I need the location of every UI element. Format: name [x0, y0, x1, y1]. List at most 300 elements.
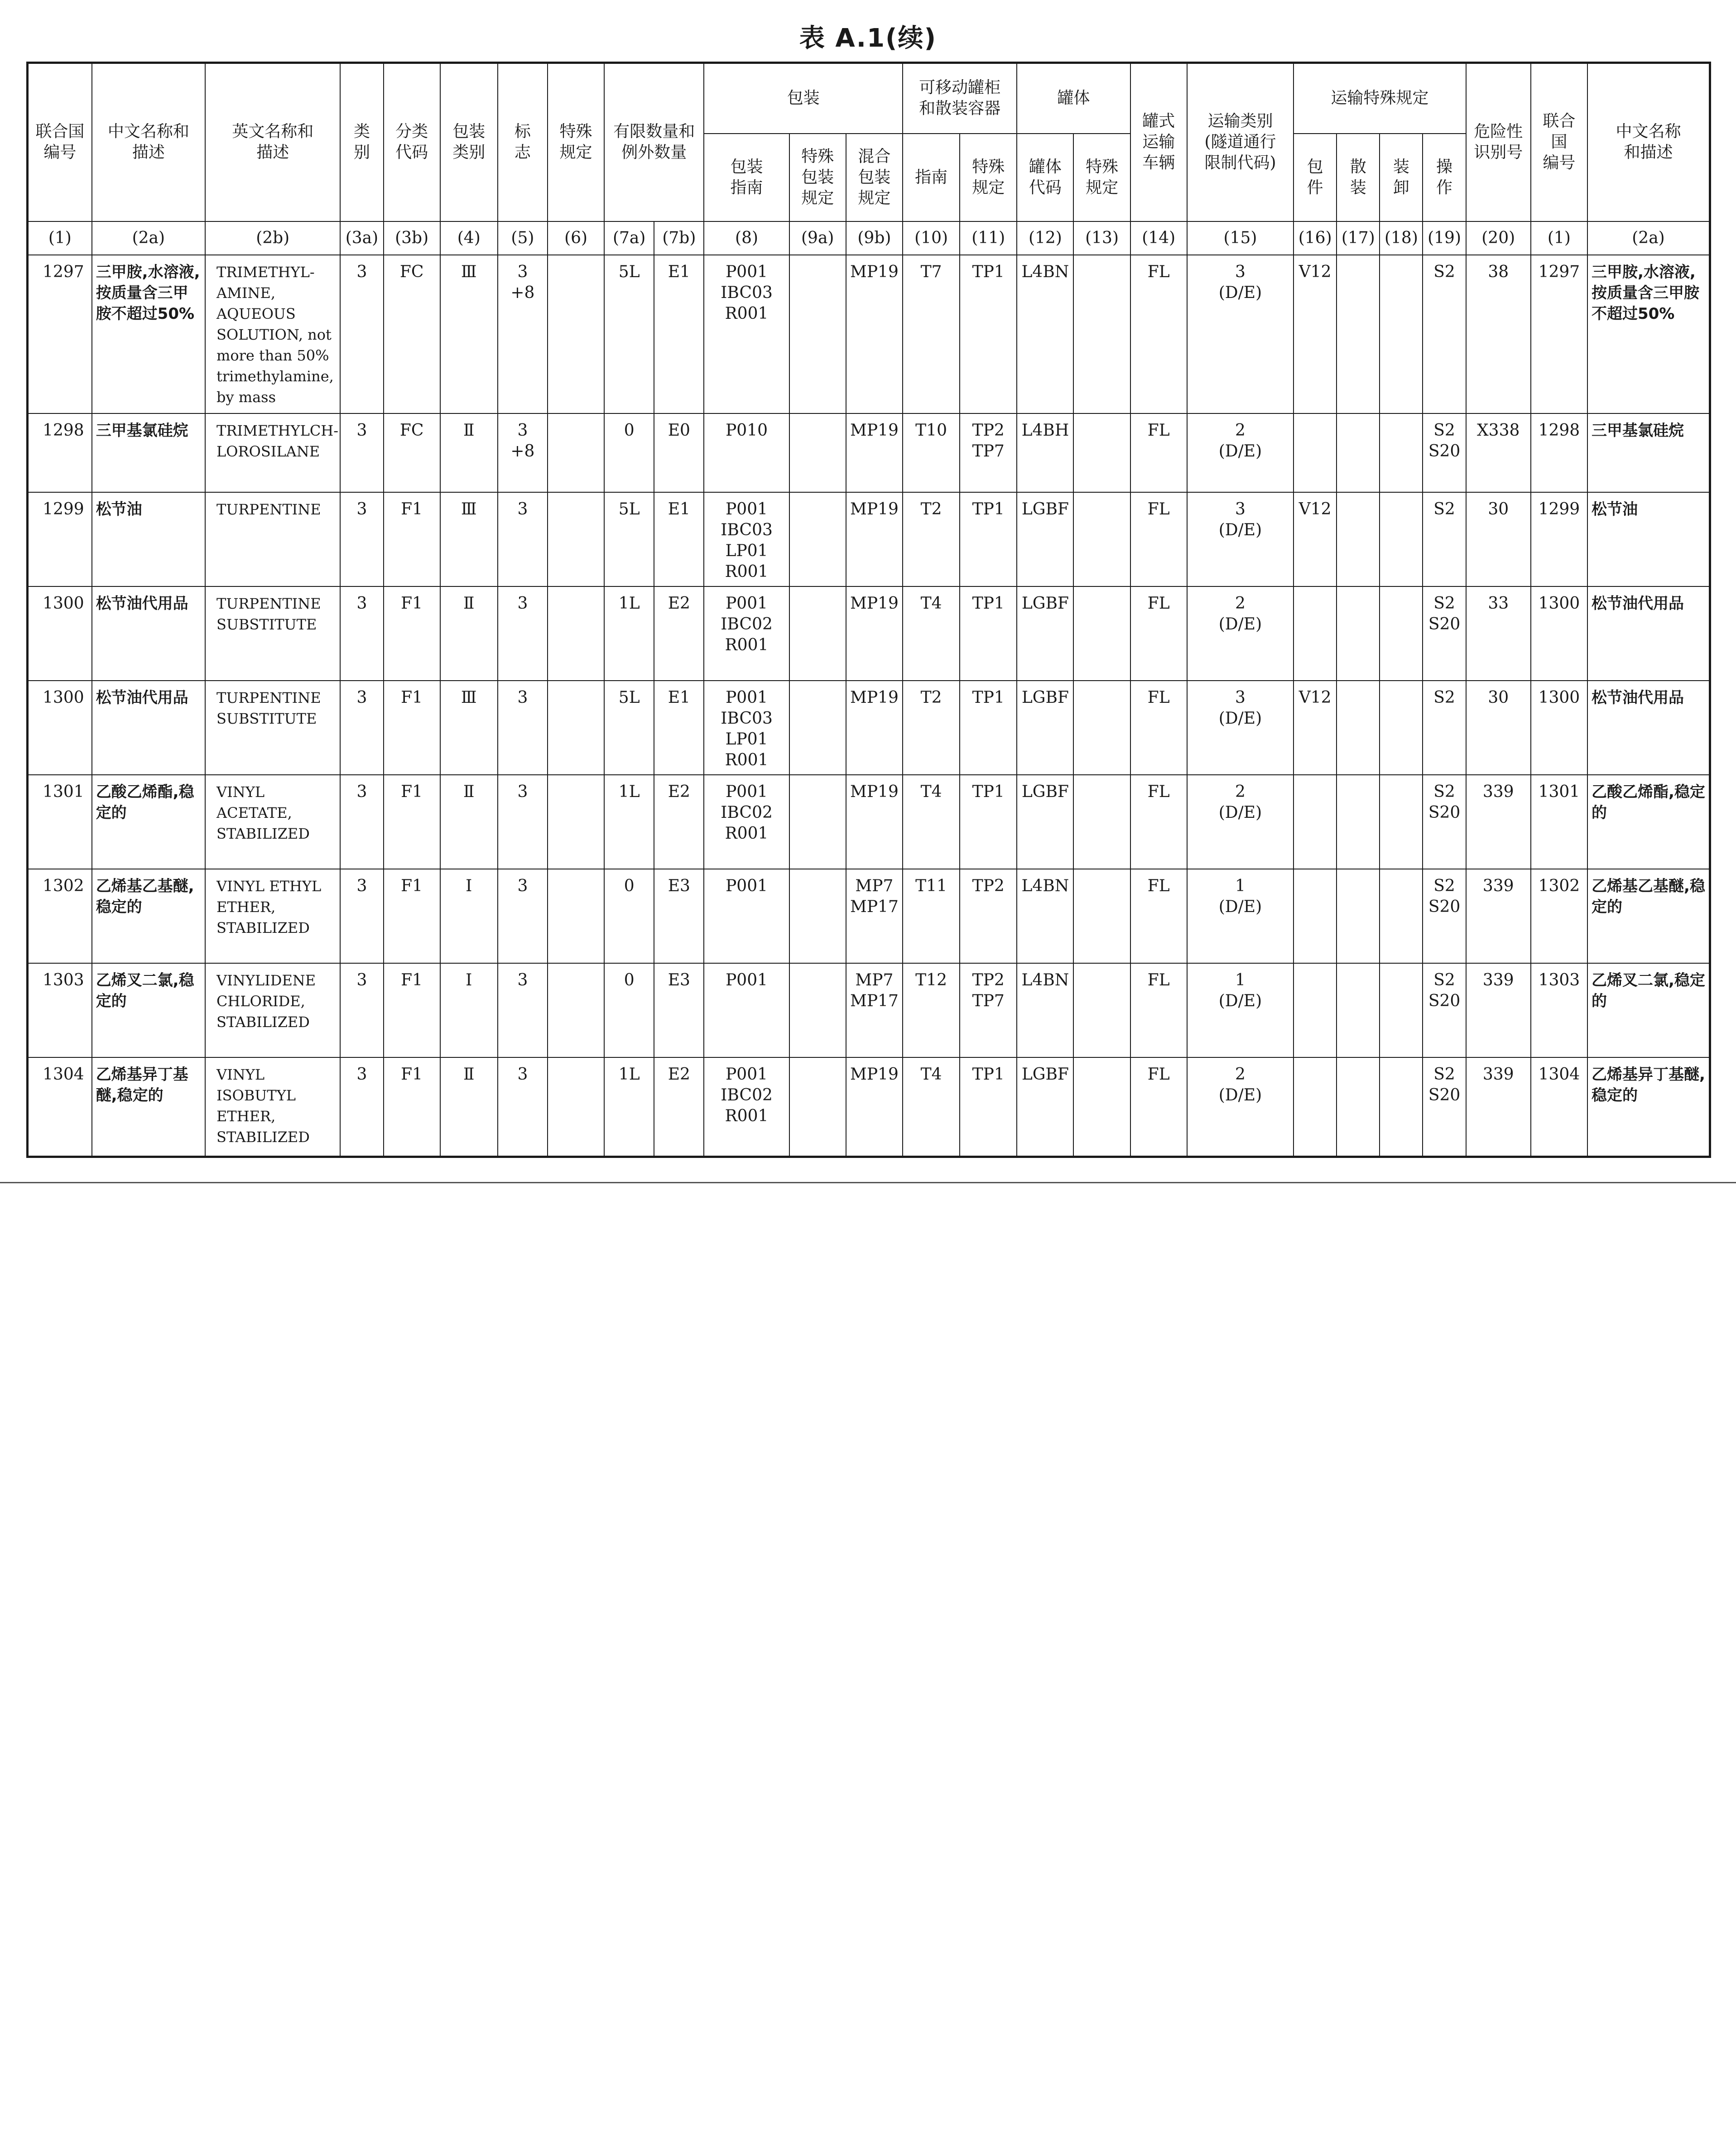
cell-label: 3 [498, 775, 548, 869]
cell-cls: 3 [340, 775, 383, 869]
cell-en: TRIMETHYL- AMINE, AQUEOUS SOLUTION, not more than 50% trimethylamine, by mass [205, 255, 340, 413]
header-hazard-id: 危险性 识别号 [1466, 63, 1531, 221]
cell-pi: P001 IBC03 LP01 R001 [704, 492, 789, 586]
cell-sp [548, 1057, 604, 1157]
cell-tsp2 [1073, 775, 1130, 869]
cell-op: S2 S20 [1423, 413, 1466, 492]
column-number: (5) [498, 221, 548, 255]
cell-pi: P001 [704, 963, 789, 1057]
column-number: (16) [1294, 221, 1337, 255]
header-un-number-right: 联合国 编号 [1531, 63, 1587, 221]
cell-en: TURPENTINE SUBSTITUTE [205, 681, 340, 775]
cell-tsp: TP1 [960, 1057, 1017, 1157]
column-number: (3b) [384, 221, 440, 255]
cell-tc: LGBF [1017, 1057, 1073, 1157]
column-number: (20) [1466, 221, 1531, 255]
cell-spp [789, 681, 846, 775]
cell-veh: FL [1130, 775, 1187, 869]
cell-eq: E2 [654, 775, 704, 869]
cell-un2: 1300 [1531, 586, 1587, 681]
cell-label: 3 +8 [498, 255, 548, 413]
header-labels: 标 志 [498, 63, 548, 221]
cell-zh: 乙烯叉二氯,稳定的 [92, 963, 205, 1057]
cell-un: 1298 [28, 413, 92, 492]
column-number: (15) [1187, 221, 1294, 255]
cell-label: 3 [498, 963, 548, 1057]
table-row [28, 255, 1710, 413]
cell-zh: 松节油代用品 [92, 681, 205, 775]
cell-sp [548, 681, 604, 775]
cell-mp: MP19 [846, 255, 903, 413]
cell-mp: MP7 MP17 [846, 869, 903, 963]
cell-cls: 3 [340, 492, 383, 586]
cell-un: 1300 [28, 586, 92, 681]
table-row [28, 413, 1710, 492]
cell-sp [548, 255, 604, 413]
cell-zh2: 松节油代用品 [1587, 586, 1710, 681]
page-bottom-rule [0, 1182, 1736, 1183]
column-number: (9b) [846, 221, 903, 255]
column-number: (2b) [205, 221, 340, 255]
cell-op: S2 S20 [1423, 1057, 1466, 1157]
cell-tsp: TP2 [960, 869, 1017, 963]
table-row [28, 681, 1710, 775]
cell-en: TURPENTINE SUBSTITUTE [205, 586, 340, 681]
cell-label: 3 [498, 681, 548, 775]
cell-code: F1 [384, 586, 440, 681]
cell-bulk [1337, 255, 1380, 413]
header-packages: 包 件 [1294, 134, 1337, 221]
cell-spp [789, 1057, 846, 1157]
header-un-number: 联合国 编号 [28, 63, 92, 221]
cell-eq: E3 [654, 869, 704, 963]
cell-load [1380, 869, 1423, 963]
table-body [28, 255, 1710, 1157]
cell-zh: 乙烯基乙基醚,稳定的 [92, 869, 205, 963]
cell-pkg: V12 [1294, 255, 1337, 413]
cell-spp [789, 492, 846, 586]
cell-mp: MP19 [846, 775, 903, 869]
cell-un: 1303 [28, 963, 92, 1057]
table-row [28, 869, 1710, 963]
cell-sp [548, 869, 604, 963]
cell-hin: 339 [1466, 963, 1531, 1057]
cell-lq: 5L [604, 681, 654, 775]
cell-cls: 3 [340, 255, 383, 413]
header-tank-instructions: 指南 [903, 134, 960, 221]
column-number: (10) [903, 221, 960, 255]
table-row [28, 492, 1710, 586]
cell-bulk [1337, 681, 1380, 775]
cell-pi: P001 IBC03 R001 [704, 255, 789, 413]
cell-pkg [1294, 869, 1337, 963]
cell-bulk [1337, 775, 1380, 869]
cell-tsp2 [1073, 586, 1130, 681]
cell-load [1380, 492, 1423, 586]
cell-load [1380, 681, 1423, 775]
cell-zh: 三甲胺,水溶液,按质量含三甲胺不超过50% [92, 255, 205, 413]
cell-label: 3 [498, 869, 548, 963]
cell-tsp2 [1073, 413, 1130, 492]
cell-un: 1297 [28, 255, 92, 413]
cell-tcat: 3 (D/E) [1187, 492, 1294, 586]
page-title: 表 A.1(续) [799, 24, 937, 53]
cell-pg: Ⅰ [440, 869, 498, 963]
cell-bulk [1337, 869, 1380, 963]
header-classification-code: 分类 代码 [384, 63, 440, 221]
header-tank-special: 特殊 规定 [960, 134, 1017, 221]
column-number: (7a) [604, 221, 654, 255]
cell-tsp2 [1073, 681, 1130, 775]
cell-pkg: V12 [1294, 681, 1337, 775]
cell-un2: 1298 [1531, 413, 1587, 492]
cell-pg: Ⅱ [440, 586, 498, 681]
header-name-zh-right: 中文名称 和描述 [1587, 63, 1710, 221]
cell-tc: L4BN [1017, 869, 1073, 963]
cell-bulk [1337, 1057, 1380, 1157]
cell-op: S2 S20 [1423, 586, 1466, 681]
cell-tc: LGBF [1017, 681, 1073, 775]
cell-ti: T2 [903, 492, 960, 586]
cell-code: F1 [384, 492, 440, 586]
cell-eq: E3 [654, 963, 704, 1057]
cell-tcat: 2 (D/E) [1187, 413, 1294, 492]
cell-spp [789, 413, 846, 492]
cell-label: 3 +8 [498, 413, 548, 492]
header-tank-vehicle: 罐式 运输 车辆 [1130, 63, 1187, 221]
cell-pg: Ⅱ [440, 1057, 498, 1157]
cell-sp [548, 775, 604, 869]
cell-pg: Ⅱ [440, 413, 498, 492]
header-packing-instructions: 包装 指南 [704, 134, 789, 221]
cell-zh2: 松节油 [1587, 492, 1710, 586]
cell-un: 1299 [28, 492, 92, 586]
cell-ti: T4 [903, 775, 960, 869]
cell-tsp: TP2 TP7 [960, 413, 1017, 492]
cell-tsp: TP1 [960, 681, 1017, 775]
cell-cls: 3 [340, 963, 383, 1057]
cell-cls: 3 [340, 681, 383, 775]
cell-tsp2 [1073, 869, 1130, 963]
cell-code: F1 [384, 963, 440, 1057]
cell-un: 1302 [28, 869, 92, 963]
header-portable-tanks: 可移动罐柜 和散装容器 [903, 63, 1017, 134]
cell-eq: E0 [654, 413, 704, 492]
cell-veh: FL [1130, 586, 1187, 681]
header-bulk: 散 装 [1337, 134, 1380, 221]
cell-eq: E1 [654, 681, 704, 775]
cell-lq: 5L [604, 492, 654, 586]
column-number: (11) [960, 221, 1017, 255]
cell-tsp2 [1073, 1057, 1130, 1157]
cell-sp [548, 586, 604, 681]
cell-lq: 1L [604, 775, 654, 869]
cell-cls: 3 [340, 586, 383, 681]
cell-load [1380, 586, 1423, 681]
table-row [28, 963, 1710, 1057]
header-tank-special-2: 特殊 规定 [1073, 134, 1130, 221]
cell-zh2: 乙烯基异丁基醚,稳定的 [1587, 1057, 1710, 1157]
cell-veh: FL [1130, 413, 1187, 492]
cell-lq: 1L [604, 586, 654, 681]
cell-un2: 1297 [1531, 255, 1587, 413]
cell-en: VINYL ETHYL ETHER, STABILIZED [205, 869, 340, 963]
cell-un2: 1304 [1531, 1057, 1587, 1157]
cell-spp [789, 586, 846, 681]
header-name-en: 英文名称和 描述 [205, 63, 340, 221]
cell-tc: L4BH [1017, 413, 1073, 492]
cell-zh2: 乙烯基乙基醚,稳定的 [1587, 869, 1710, 963]
cell-pg: Ⅲ [440, 681, 498, 775]
cell-cls: 3 [340, 413, 383, 492]
cell-mp: MP19 [846, 681, 903, 775]
cell-code: F1 [384, 775, 440, 869]
cell-tcat: 1 (D/E) [1187, 869, 1294, 963]
cell-lq: 0 [604, 963, 654, 1057]
column-number: (3a) [340, 221, 383, 255]
cell-load [1380, 413, 1423, 492]
cell-un: 1301 [28, 775, 92, 869]
cell-zh: 乙烯基异丁基醚,稳定的 [92, 1057, 205, 1157]
cell-tc: L4BN [1017, 963, 1073, 1057]
cell-pg: Ⅲ [440, 255, 498, 413]
column-number: (18) [1380, 221, 1423, 255]
cell-zh: 松节油 [92, 492, 205, 586]
cell-veh: FL [1130, 869, 1187, 963]
cell-op: S2 [1423, 681, 1466, 775]
cell-en: VINYL ISOBUTYL ETHER, STABILIZED [205, 1057, 340, 1157]
cell-lq: 0 [604, 413, 654, 492]
header-limited-excepted-quantities: 有限数量和 例外数量 [604, 63, 704, 221]
header-loading: 装 卸 [1380, 134, 1423, 221]
cell-mp: MP7 MP17 [846, 963, 903, 1057]
cell-zh2: 松节油代用品 [1587, 681, 1710, 775]
cell-zh: 三甲基氯硅烷 [92, 413, 205, 492]
cell-eq: E1 [654, 492, 704, 586]
cell-ti: T7 [903, 255, 960, 413]
cell-label: 3 [498, 1057, 548, 1157]
cell-load [1380, 255, 1423, 413]
cell-ti: T4 [903, 586, 960, 681]
cell-ti: T2 [903, 681, 960, 775]
cell-lq: 0 [604, 869, 654, 963]
header-packaging: 包装 [704, 63, 903, 134]
cell-spp [789, 255, 846, 413]
table-row [28, 1057, 1710, 1157]
cell-tc: LGBF [1017, 492, 1073, 586]
cell-pg: Ⅲ [440, 492, 498, 586]
cell-zh2: 三甲胺,水溶液,按质量含三甲胺不超过50% [1587, 255, 1710, 413]
cell-pkg [1294, 586, 1337, 681]
column-number: (9a) [789, 221, 846, 255]
cell-pkg [1294, 963, 1337, 1057]
cell-tsp: TP1 [960, 775, 1017, 869]
cell-pg: Ⅱ [440, 775, 498, 869]
column-number: (13) [1073, 221, 1130, 255]
cell-en: VINYL ACETATE, STABILIZED [205, 775, 340, 869]
cell-lq: 5L [604, 255, 654, 413]
dangerous-goods-table [26, 62, 1711, 1158]
cell-op: S2 [1423, 492, 1466, 586]
cell-bulk [1337, 963, 1380, 1057]
column-number: (12) [1017, 221, 1073, 255]
header-transport-category: 运输类别 (隧道通行 限制代码) [1187, 63, 1294, 221]
cell-mp: MP19 [846, 586, 903, 681]
cell-hin: X338 [1466, 413, 1531, 492]
cell-pi: P001 IBC02 R001 [704, 1057, 789, 1157]
cell-hin: 339 [1466, 1057, 1531, 1157]
cell-en: TURPENTINE [205, 492, 340, 586]
cell-bulk [1337, 492, 1380, 586]
cell-veh: FL [1130, 681, 1187, 775]
cell-tcat: 1 (D/E) [1187, 963, 1294, 1057]
cell-op: S2 [1423, 255, 1466, 413]
column-number: (2a) [92, 221, 205, 255]
cell-eq: E1 [654, 255, 704, 413]
cell-hin: 30 [1466, 681, 1531, 775]
header-special-provisions: 特殊 规定 [548, 63, 604, 221]
cell-tcat: 3 (D/E) [1187, 681, 1294, 775]
header-packing-group: 包装 类别 [440, 63, 498, 221]
cell-ti: T12 [903, 963, 960, 1057]
column-number-row [28, 221, 1710, 255]
cell-un2: 1299 [1531, 492, 1587, 586]
cell-hin: 33 [1466, 586, 1531, 681]
cell-tsp2 [1073, 963, 1130, 1057]
header-special-transport-provisions: 运输特殊规定 [1294, 63, 1466, 134]
cell-tsp: TP1 [960, 586, 1017, 681]
column-number: (1) [28, 221, 92, 255]
cell-tsp2 [1073, 255, 1130, 413]
cell-tsp2 [1073, 492, 1130, 586]
table-row [28, 775, 1710, 869]
header-mixed-packing: 混合 包装 规定 [846, 134, 903, 221]
cell-eq: E2 [654, 586, 704, 681]
cell-bulk [1337, 586, 1380, 681]
column-number: (7b) [654, 221, 704, 255]
header-class: 类 别 [340, 63, 383, 221]
column-number: (14) [1130, 221, 1187, 255]
cell-tsp: TP1 [960, 255, 1017, 413]
cell-tcat: 3 (D/E) [1187, 255, 1294, 413]
cell-mp: MP19 [846, 492, 903, 586]
cell-hin: 339 [1466, 869, 1531, 963]
cell-pkg [1294, 413, 1337, 492]
cell-un2: 1303 [1531, 963, 1587, 1057]
cell-pkg [1294, 775, 1337, 869]
cell-pg: Ⅰ [440, 963, 498, 1057]
cell-code: F1 [384, 869, 440, 963]
cell-pi: P010 [704, 413, 789, 492]
cell-pi: P001 IBC02 R001 [704, 775, 789, 869]
cell-sp [548, 963, 604, 1057]
cell-code: F1 [384, 1057, 440, 1157]
cell-zh2: 乙酸乙烯酯,稳定的 [1587, 775, 1710, 869]
column-number: (1) [1531, 221, 1587, 255]
cell-lq: 1L [604, 1057, 654, 1157]
cell-cls: 3 [340, 869, 383, 963]
column-number: (17) [1337, 221, 1380, 255]
column-number: (19) [1423, 221, 1466, 255]
column-number: (2a) [1587, 221, 1710, 255]
column-number: (4) [440, 221, 498, 255]
cell-pkg: V12 [1294, 492, 1337, 586]
cell-eq: E2 [654, 1057, 704, 1157]
cell-spp [789, 869, 846, 963]
cell-tcat: 2 (D/E) [1187, 586, 1294, 681]
cell-zh2: 三甲基氯硅烷 [1587, 413, 1710, 492]
cell-un2: 1300 [1531, 681, 1587, 775]
cell-bulk [1337, 413, 1380, 492]
cell-op: S2 S20 [1423, 963, 1466, 1057]
cell-tsp: TP2 TP7 [960, 963, 1017, 1057]
cell-code: FC [384, 255, 440, 413]
header-tanks: 罐体 [1017, 63, 1130, 134]
cell-un: 1304 [28, 1057, 92, 1157]
header-tank-code: 罐体 代码 [1017, 134, 1073, 221]
cell-tcat: 2 (D/E) [1187, 1057, 1294, 1157]
cell-sp [548, 413, 604, 492]
cell-zh: 松节油代用品 [92, 586, 205, 681]
cell-tcat: 2 (D/E) [1187, 775, 1294, 869]
cell-hin: 30 [1466, 492, 1531, 586]
cell-ti: T4 [903, 1057, 960, 1157]
cell-un2: 1302 [1531, 869, 1587, 963]
cell-load [1380, 775, 1423, 869]
cell-pi: P001 [704, 869, 789, 963]
table-row [28, 586, 1710, 681]
cell-un2: 1301 [1531, 775, 1587, 869]
cell-en: VINYLIDENE CHLORIDE, STABILIZED [205, 963, 340, 1057]
header-operation: 操 作 [1423, 134, 1466, 221]
cell-tc: L4BN [1017, 255, 1073, 413]
cell-ti: T11 [903, 869, 960, 963]
cell-sp [548, 492, 604, 586]
cell-un: 1300 [28, 681, 92, 775]
cell-label: 3 [498, 492, 548, 586]
cell-label: 3 [498, 586, 548, 681]
cell-ti: T10 [903, 413, 960, 492]
cell-mp: MP19 [846, 413, 903, 492]
cell-veh: FL [1130, 963, 1187, 1057]
cell-tsp: TP1 [960, 492, 1017, 586]
cell-tc: LGBF [1017, 586, 1073, 681]
cell-en: TRIMETHYLCH- LOROSILANE [205, 413, 340, 492]
cell-hin: 38 [1466, 255, 1531, 413]
header-name-zh: 中文名称和 描述 [92, 63, 205, 221]
cell-spp [789, 963, 846, 1057]
cell-veh: FL [1130, 255, 1187, 413]
cell-spp [789, 775, 846, 869]
cell-veh: FL [1130, 492, 1187, 586]
cell-load [1380, 963, 1423, 1057]
cell-pi: P001 IBC03 LP01 R001 [704, 681, 789, 775]
column-number: (8) [704, 221, 789, 255]
cell-zh: 乙酸乙烯酯,稳定的 [92, 775, 205, 869]
cell-tc: LGBF [1017, 775, 1073, 869]
cell-code: FC [384, 413, 440, 492]
cell-op: S2 S20 [1423, 869, 1466, 963]
cell-cls: 3 [340, 1057, 383, 1157]
cell-zh2: 乙烯叉二氯,稳定的 [1587, 963, 1710, 1057]
cell-op: S2 S20 [1423, 775, 1466, 869]
cell-pkg [1294, 1057, 1337, 1157]
cell-mp: MP19 [846, 1057, 903, 1157]
cell-pi: P001 IBC02 R001 [704, 586, 789, 681]
header-special-packing: 特殊 包装 规定 [789, 134, 846, 221]
cell-hin: 339 [1466, 775, 1531, 869]
column-number: (6) [548, 221, 604, 255]
